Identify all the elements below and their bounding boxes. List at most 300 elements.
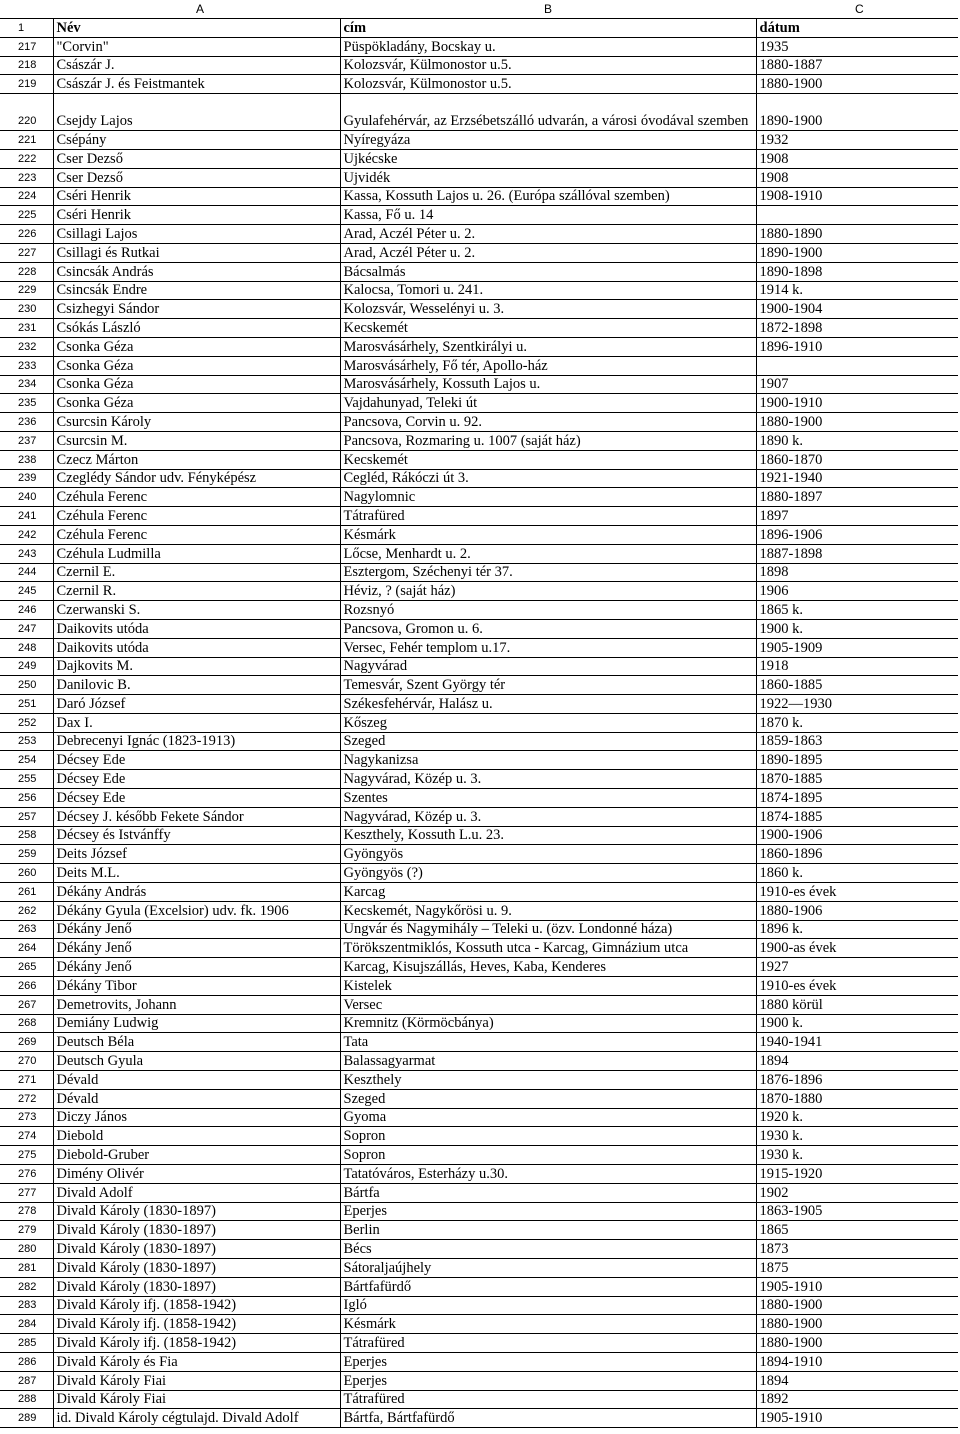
cell-name[interactable]: Deutsch Gyula	[53, 1052, 340, 1071]
cell-address[interactable]: Gyöngyös	[340, 845, 756, 864]
cell-address[interactable]: Igló	[340, 1296, 756, 1315]
cell-address[interactable]: Püspökladány, Bocskay u.	[340, 37, 756, 56]
cell-address[interactable]: Kecskemét	[340, 319, 756, 338]
row-number[interactable]: 286	[0, 1352, 53, 1371]
cell-name[interactable]: Décsey és Istvánffy	[53, 826, 340, 845]
cell-name[interactable]: Dajkovits M.	[53, 657, 340, 676]
cell-address[interactable]: Tátrafüred	[340, 507, 756, 526]
cell-date[interactable]: 1870-1880	[756, 1089, 958, 1108]
cell-address[interactable]: Pancsova, Gromon u. 6.	[340, 619, 756, 638]
row-number[interactable]: 227	[0, 243, 53, 262]
row-number[interactable]: 272	[0, 1089, 53, 1108]
cell-name[interactable]: Décsey Ede	[53, 751, 340, 770]
row-number[interactable]: 236	[0, 413, 53, 432]
cell-date[interactable]: 1874-1895	[756, 789, 958, 808]
cell-date[interactable]: 1907	[756, 375, 958, 394]
cell-address[interactable]: Eperjes	[340, 1352, 756, 1371]
cell-date[interactable]: 1860-1885	[756, 676, 958, 695]
row-number[interactable]: 262	[0, 901, 53, 920]
cell-name[interactable]: Décsey J. később Fekete Sándor	[53, 807, 340, 826]
row-number[interactable]: 244	[0, 563, 53, 582]
cell-address[interactable]: Kolozsvár, Külmonostor u.5.	[340, 56, 756, 75]
cell-address[interactable]: Marosvásárhely, Kossuth Lajos u.	[340, 375, 756, 394]
cell-name[interactable]: Divald Károly ifj. (1858-1942)	[53, 1296, 340, 1315]
cell-date[interactable]: 1900-as évek	[756, 939, 958, 958]
column-header-a[interactable]: A	[196, 2, 205, 16]
cell-date[interactable]: 1910-es évek	[756, 883, 958, 902]
cell-address[interactable]: Versec, Fehér templom u.17.	[340, 638, 756, 657]
cell-address[interactable]: Versec	[340, 995, 756, 1014]
cell-name[interactable]: Debrecenyi Ignác (1823-1913)	[53, 732, 340, 751]
row-number[interactable]: 219	[0, 75, 53, 94]
row-number[interactable]: 248	[0, 638, 53, 657]
cell-date[interactable]: 1894-1910	[756, 1352, 958, 1371]
cell-address[interactable]: Berlin	[340, 1221, 756, 1240]
cell-date[interactable]: 1897	[756, 507, 958, 526]
cell-name[interactable]: Csépány	[53, 131, 340, 150]
cell-date[interactable]: 1908-1910	[756, 187, 958, 206]
cell-address[interactable]: Balassagyarmat	[340, 1052, 756, 1071]
cell-name[interactable]: Cséri Henrik	[53, 187, 340, 206]
cell-date[interactable]: 1859-1863	[756, 732, 958, 751]
row-number[interactable]: 220	[0, 94, 53, 131]
row-number[interactable]: 222	[0, 149, 53, 168]
header-address[interactable]: cím	[340, 19, 756, 38]
cell-address[interactable]: Pancsova, Corvin u. 92.	[340, 413, 756, 432]
row-number[interactable]: 240	[0, 488, 53, 507]
cell-name[interactable]: Dékány Jenő	[53, 920, 340, 939]
cell-address[interactable]: Kolozsvár, Külmonostor u.5.	[340, 75, 756, 94]
cell-name[interactable]: Dékány Jenő	[53, 958, 340, 977]
cell-date[interactable]: 1875	[756, 1259, 958, 1278]
cell-name[interactable]: Csókás László	[53, 319, 340, 338]
cell-address[interactable]: Ujkécske	[340, 149, 756, 168]
cell-date[interactable]: 1872-1898	[756, 319, 958, 338]
row-number[interactable]: 224	[0, 187, 53, 206]
cell-name[interactable]: Csillagi Lajos	[53, 225, 340, 244]
cell-date[interactable]: 1890-1900	[756, 94, 958, 131]
cell-name[interactable]: Cser Dezső	[53, 149, 340, 168]
cell-address[interactable]: Héviz, ? (saját ház)	[340, 582, 756, 601]
cell-name[interactable]: Danilovic B.	[53, 676, 340, 695]
cell-name[interactable]: Csurcsin Károly	[53, 413, 340, 432]
cell-date[interactable]: 1908	[756, 168, 958, 187]
row-number[interactable]: 256	[0, 789, 53, 808]
cell-address[interactable]: Tata	[340, 1033, 756, 1052]
cell-name[interactable]: Diczy János	[53, 1108, 340, 1127]
cell-date[interactable]: 1880-1897	[756, 488, 958, 507]
cell-date[interactable]: 1860 k.	[756, 864, 958, 883]
cell-date[interactable]: 1894	[756, 1371, 958, 1390]
cell-name[interactable]: Czéhula Ferenc	[53, 507, 340, 526]
cell-address[interactable]: Sátoraljaújhely	[340, 1259, 756, 1278]
row-number[interactable]: 277	[0, 1183, 53, 1202]
cell-address[interactable]: Tátrafüred	[340, 1334, 756, 1353]
cell-date[interactable]: 1932	[756, 131, 958, 150]
row-number[interactable]: 242	[0, 525, 53, 544]
cell-date[interactable]: 1860-1870	[756, 450, 958, 469]
cell-date[interactable]: 1915-1920	[756, 1165, 958, 1184]
cell-date[interactable]: 1900 k.	[756, 619, 958, 638]
row-number[interactable]: 275	[0, 1146, 53, 1165]
row-number[interactable]: 243	[0, 544, 53, 563]
cell-address[interactable]: Kőszeg	[340, 713, 756, 732]
row-number[interactable]: 273	[0, 1108, 53, 1127]
cell-address[interactable]: Gyöngyös (?)	[340, 864, 756, 883]
cell-date[interactable]: 1896-1910	[756, 337, 958, 356]
row-number[interactable]: 234	[0, 375, 53, 394]
cell-name[interactable]: Divald Károly (1830-1897)	[53, 1202, 340, 1221]
cell-address[interactable]: Kremnitz (Körmöcbánya)	[340, 1014, 756, 1033]
cell-address[interactable]: Rozsnyó	[340, 601, 756, 620]
row-number[interactable]: 254	[0, 751, 53, 770]
cell-address[interactable]: Keszthely	[340, 1071, 756, 1090]
cell-address[interactable]: Marosvásárhely, Fő tér, Apollo-ház	[340, 356, 756, 375]
cell-date[interactable]: 1900 k.	[756, 1014, 958, 1033]
cell-name[interactable]: Diebold-Gruber	[53, 1146, 340, 1165]
row-number[interactable]: 285	[0, 1334, 53, 1353]
row-number[interactable]: 232	[0, 337, 53, 356]
cell-date[interactable]: 1880-1887	[756, 56, 958, 75]
row-number[interactable]: 289	[0, 1409, 53, 1428]
cell-address[interactable]: Karcag	[340, 883, 756, 902]
row-number[interactable]: 221	[0, 131, 53, 150]
cell-address[interactable]: Törökszentmiklós, Kossuth utca - Karcag, Gimnázium utca	[340, 939, 756, 958]
cell-date[interactable]	[756, 356, 958, 375]
cell-name[interactable]: Csejdy Lajos	[53, 94, 340, 131]
cell-date[interactable]: 1880 körül	[756, 995, 958, 1014]
cell-date[interactable]: 1900-1904	[756, 300, 958, 319]
cell-name[interactable]: Czecz Márton	[53, 450, 340, 469]
row-number[interactable]: 287	[0, 1371, 53, 1390]
cell-date[interactable]: 1890-1898	[756, 262, 958, 281]
row-number[interactable]: 266	[0, 977, 53, 996]
header-date[interactable]: dátum	[756, 19, 958, 38]
cell-date[interactable]: 1898	[756, 563, 958, 582]
cell-address[interactable]: Keszthely, Kossuth L.u. 23.	[340, 826, 756, 845]
row-number[interactable]: 282	[0, 1277, 53, 1296]
cell-name[interactable]: Csillagi és Rutkai	[53, 243, 340, 262]
cell-name[interactable]: Diebold	[53, 1127, 340, 1146]
cell-date[interactable]: 1873	[756, 1240, 958, 1259]
header-name[interactable]: Név	[53, 19, 340, 38]
cell-address[interactable]: Sopron	[340, 1127, 756, 1146]
cell-address[interactable]: Kolozsvár, Wesselényi u. 3.	[340, 300, 756, 319]
cell-date[interactable]: 1896 k.	[756, 920, 958, 939]
cell-date[interactable]: 1918	[756, 657, 958, 676]
cell-name[interactable]: Daró József	[53, 695, 340, 714]
cell-address[interactable]: Székesfehérvár, Halász u.	[340, 695, 756, 714]
cell-name[interactable]: Csonka Géza	[53, 375, 340, 394]
cell-name[interactable]: Deutsch Béla	[53, 1033, 340, 1052]
cell-address[interactable]: Sopron	[340, 1146, 756, 1165]
cell-name[interactable]: Czéhula Ferenc	[53, 488, 340, 507]
cell-date[interactable]: 1870-1885	[756, 770, 958, 789]
cell-address[interactable]: Gyoma	[340, 1108, 756, 1127]
cell-address[interactable]: Esztergom, Széchenyi tér 37.	[340, 563, 756, 582]
cell-date[interactable]: 1890-1900	[756, 243, 958, 262]
cell-date[interactable]: 1890-1895	[756, 751, 958, 770]
cell-address[interactable]: Nagyvárad, Közép u. 3.	[340, 770, 756, 789]
cell-date[interactable]: 1908	[756, 149, 958, 168]
cell-address[interactable]: Késmárk	[340, 1315, 756, 1334]
row-number[interactable]: 269	[0, 1033, 53, 1052]
cell-address[interactable]: Szeged	[340, 1089, 756, 1108]
cell-address[interactable]: Kalocsa, Tomori u. 241.	[340, 281, 756, 300]
cell-name[interactable]: Csonka Géza	[53, 337, 340, 356]
cell-date[interactable]: 1863-1905	[756, 1202, 958, 1221]
row-number[interactable]: 265	[0, 958, 53, 977]
row-number[interactable]: 283	[0, 1296, 53, 1315]
cell-name[interactable]: Dax I.	[53, 713, 340, 732]
cell-date[interactable]	[756, 206, 958, 225]
cell-address[interactable]: Temesvár, Szent György tér	[340, 676, 756, 695]
cell-name[interactable]: Császár J. és Feistmantek	[53, 75, 340, 94]
cell-name[interactable]: Décsey Ede	[53, 770, 340, 789]
cell-address[interactable]: Szentes	[340, 789, 756, 808]
cell-name[interactable]: Divald Károly (1830-1897)	[53, 1221, 340, 1240]
row-number[interactable]: 288	[0, 1390, 53, 1409]
cell-name[interactable]: Dékány Tibor	[53, 977, 340, 996]
cell-name[interactable]: Dévald	[53, 1071, 340, 1090]
cell-name[interactable]: "Corvin"	[53, 37, 340, 56]
row-number[interactable]: 271	[0, 1071, 53, 1090]
cell-date[interactable]: 1880-1900	[756, 75, 958, 94]
row-number[interactable]: 246	[0, 601, 53, 620]
cell-name[interactable]: Csincsák András	[53, 262, 340, 281]
cell-address[interactable]: Marosvásárhely, Szentkirályi u.	[340, 337, 756, 356]
cell-date[interactable]: 1914 k.	[756, 281, 958, 300]
cell-date[interactable]: 1900-1906	[756, 826, 958, 845]
cell-name[interactable]: id. Divald Károly cégtulajd. Divald Adolf	[53, 1409, 340, 1428]
cell-name[interactable]: Czernil E.	[53, 563, 340, 582]
row-number[interactable]: 249	[0, 657, 53, 676]
row-number[interactable]: 280	[0, 1240, 53, 1259]
row-number[interactable]: 225	[0, 206, 53, 225]
cell-date[interactable]: 1896-1906	[756, 525, 958, 544]
cell-date[interactable]: 1906	[756, 582, 958, 601]
cell-name[interactable]: Csincsák Endre	[53, 281, 340, 300]
cell-name[interactable]: Divald Károly és Fia	[53, 1352, 340, 1371]
cell-address[interactable]: Késmárk	[340, 525, 756, 544]
row-number[interactable]: 253	[0, 732, 53, 751]
cell-name[interactable]: Divald Adolf	[53, 1183, 340, 1202]
row-number[interactable]: 263	[0, 920, 53, 939]
row-number[interactable]: 284	[0, 1315, 53, 1334]
cell-name[interactable]: Divald Károly ifj. (1858-1942)	[53, 1334, 340, 1353]
cell-date[interactable]: 1880-1900	[756, 1334, 958, 1353]
cell-address[interactable]: Kecskemét	[340, 450, 756, 469]
cell-address[interactable]: Bártfa	[340, 1183, 756, 1202]
cell-date[interactable]: 1860-1896	[756, 845, 958, 864]
cell-address[interactable]: Nagyvárad, Közép u. 3.	[340, 807, 756, 826]
cell-date[interactable]: 1921-1940	[756, 469, 958, 488]
cell-date[interactable]: 1880-1900	[756, 413, 958, 432]
row-number[interactable]: 217	[0, 37, 53, 56]
cell-address[interactable]: Gyulafehérvár, az Erzsébetszálló udvarán, a városi óvodával szemben	[340, 94, 756, 131]
row-number[interactable]: 250	[0, 676, 53, 695]
cell-address[interactable]: Ungvár és Nagymihály – Teleki u. (özv. Londonné háza)	[340, 920, 756, 939]
row-number[interactable]: 281	[0, 1259, 53, 1278]
cell-name[interactable]: Cser Dezső	[53, 168, 340, 187]
cell-name[interactable]: Deits M.L.	[53, 864, 340, 883]
cell-date[interactable]: 1922—1930	[756, 695, 958, 714]
row-number[interactable]: 276	[0, 1165, 53, 1184]
cell-name[interactable]: Cséri Henrik	[53, 206, 340, 225]
cell-address[interactable]: Kassa, Fő u. 14	[340, 206, 756, 225]
row-number[interactable]: 270	[0, 1052, 53, 1071]
cell-date[interactable]: 1905-1909	[756, 638, 958, 657]
cell-name[interactable]: Dévald	[53, 1089, 340, 1108]
cell-date[interactable]: 1902	[756, 1183, 958, 1202]
cell-name[interactable]: Czernil R.	[53, 582, 340, 601]
cell-name[interactable]: Czéhula Ferenc	[53, 525, 340, 544]
row-number[interactable]: 230	[0, 300, 53, 319]
cell-name[interactable]: Czeglédy Sándor udv. Fényképész	[53, 469, 340, 488]
cell-address[interactable]: Nagylomnic	[340, 488, 756, 507]
cell-name[interactable]: Décsey Ede	[53, 789, 340, 808]
cell-name[interactable]: Csurcsin M.	[53, 431, 340, 450]
cell-name[interactable]: Divald Károly Fiai	[53, 1390, 340, 1409]
cell-address[interactable]: Vajdahunyad, Teleki út	[340, 394, 756, 413]
cell-date[interactable]: 1876-1896	[756, 1071, 958, 1090]
cell-address[interactable]: Lőcse, Menhardt u. 2.	[340, 544, 756, 563]
cell-address[interactable]: Ujvidék	[340, 168, 756, 187]
row-number[interactable]: 252	[0, 713, 53, 732]
cell-date[interactable]: 1870 k.	[756, 713, 958, 732]
cell-date[interactable]: 1880-1900	[756, 1315, 958, 1334]
cell-address[interactable]: Cegléd, Rákóczi út 3.	[340, 469, 756, 488]
cell-address[interactable]: Eperjes	[340, 1202, 756, 1221]
cell-name[interactable]: Demiány Ludwig	[53, 1014, 340, 1033]
column-header-c[interactable]: C	[855, 2, 864, 16]
row-number[interactable]: 238	[0, 450, 53, 469]
cell-address[interactable]: Arad, Aczél Péter u. 2.	[340, 225, 756, 244]
cell-address[interactable]: Nyíregyáza	[340, 131, 756, 150]
row-number[interactable]: 241	[0, 507, 53, 526]
row-number[interactable]: 259	[0, 845, 53, 864]
cell-name[interactable]: Daikovits utóda	[53, 619, 340, 638]
row-number[interactable]: 251	[0, 695, 53, 714]
cell-name[interactable]: Deits József	[53, 845, 340, 864]
cell-date[interactable]: 1890 k.	[756, 431, 958, 450]
cell-date[interactable]: 1930 k.	[756, 1127, 958, 1146]
row-number[interactable]: 267	[0, 995, 53, 1014]
cell-date[interactable]: 1880-1906	[756, 901, 958, 920]
row-number[interactable]: 228	[0, 262, 53, 281]
cell-date[interactable]: 1892	[756, 1390, 958, 1409]
cell-date[interactable]: 1940-1941	[756, 1033, 958, 1052]
row-number[interactable]: 235	[0, 394, 53, 413]
cell-address[interactable]: Kistelek	[340, 977, 756, 996]
cell-address[interactable]: Tátrafüred	[340, 1390, 756, 1409]
row-number[interactable]: 239	[0, 469, 53, 488]
cell-date[interactable]: 1874-1885	[756, 807, 958, 826]
cell-name[interactable]: Demetrovits, Johann	[53, 995, 340, 1014]
cell-date[interactable]: 1894	[756, 1052, 958, 1071]
cell-address[interactable]: Nagykanizsa	[340, 751, 756, 770]
cell-name[interactable]: Csonka Géza	[53, 394, 340, 413]
cell-date[interactable]: 1880-1900	[756, 1296, 958, 1315]
cell-address[interactable]: Tatatóváros, Esterházy u.30.	[340, 1165, 756, 1184]
cell-name[interactable]: Divald Károly (1830-1897)	[53, 1277, 340, 1296]
row-number[interactable]: 226	[0, 225, 53, 244]
cell-date[interactable]: 1905-1910	[756, 1277, 958, 1296]
cell-date[interactable]: 1927	[756, 958, 958, 977]
row-number[interactable]: 255	[0, 770, 53, 789]
row-number[interactable]: 257	[0, 807, 53, 826]
cell-name[interactable]: Császár J.	[53, 56, 340, 75]
row-number[interactable]: 229	[0, 281, 53, 300]
cell-address[interactable]: Bácsalmás	[340, 262, 756, 281]
cell-name[interactable]: Dékány Gyula (Excelsior) udv. fk. 1906	[53, 901, 340, 920]
cell-name[interactable]: Dékány Jenő	[53, 939, 340, 958]
cell-date[interactable]: 1865	[756, 1221, 958, 1240]
row-number[interactable]: 261	[0, 883, 53, 902]
cell-date[interactable]: 1865 k.	[756, 601, 958, 620]
cell-address[interactable]: Bártfafürdő	[340, 1277, 756, 1296]
cell-name[interactable]: Divald Károly ifj. (1858-1942)	[53, 1315, 340, 1334]
row-number[interactable]: 279	[0, 1221, 53, 1240]
row-number[interactable]: 274	[0, 1127, 53, 1146]
cell-name[interactable]: Divald Károly (1830-1897)	[53, 1240, 340, 1259]
cell-address[interactable]: Nagyvárad	[340, 657, 756, 676]
row-number[interactable]: 233	[0, 356, 53, 375]
cell-date[interactable]: 1880-1890	[756, 225, 958, 244]
row-number[interactable]: 278	[0, 1202, 53, 1221]
cell-address[interactable]: Arad, Aczél Péter u. 2.	[340, 243, 756, 262]
row-number[interactable]: 260	[0, 864, 53, 883]
cell-name[interactable]: Divald Károly Fiai	[53, 1371, 340, 1390]
row-number[interactable]: 245	[0, 582, 53, 601]
cell-address[interactable]: Pancsova, Rozmaring u. 1007 (saját ház)	[340, 431, 756, 450]
cell-address[interactable]: Bécs	[340, 1240, 756, 1259]
row-number[interactable]: 1	[0, 19, 53, 38]
row-number[interactable]: 237	[0, 431, 53, 450]
cell-address[interactable]: Kassa, Kossuth Lajos u. 26. (Európa szállóval szemben)	[340, 187, 756, 206]
table-row	[0, 94, 958, 131]
cell-name[interactable]: Csizhegyi Sándor	[53, 300, 340, 319]
cell-date[interactable]: 1887-1898	[756, 544, 958, 563]
cell-date[interactable]: 1930 k.	[756, 1146, 958, 1165]
cell-date[interactable]: 1920 k.	[756, 1108, 958, 1127]
cell-name[interactable]: Dimény Olivér	[53, 1165, 340, 1184]
cell-name[interactable]: Czéhula Ludmilla	[53, 544, 340, 563]
cell-name[interactable]: Czerwanski S.	[53, 601, 340, 620]
cell-address[interactable]: Bártfa, Bártfafürdő	[340, 1409, 756, 1428]
row-number[interactable]: 247	[0, 619, 53, 638]
row-number[interactable]: 231	[0, 319, 53, 338]
cell-address[interactable]: Kecskemét, Nagykőrösi u. 9.	[340, 901, 756, 920]
cell-address[interactable]: Eperjes	[340, 1371, 756, 1390]
row-number[interactable]: 223	[0, 168, 53, 187]
cell-name[interactable]: Csonka Géza	[53, 356, 340, 375]
row-number[interactable]: 258	[0, 826, 53, 845]
row-number[interactable]: 268	[0, 1014, 53, 1033]
cell-address[interactable]: Szeged	[340, 732, 756, 751]
cell-name[interactable]: Divald Károly (1830-1897)	[53, 1259, 340, 1278]
cell-name[interactable]: Daikovits utóda	[53, 638, 340, 657]
cell-name[interactable]: Dékány András	[53, 883, 340, 902]
cell-date[interactable]: 1905-1910	[756, 1409, 958, 1428]
row-number[interactable]: 218	[0, 56, 53, 75]
cell-date[interactable]: 1910-es évek	[756, 977, 958, 996]
cell-date[interactable]: 1900-1910	[756, 394, 958, 413]
cell-date[interactable]: 1935	[756, 37, 958, 56]
column-header-b[interactable]: B	[544, 2, 553, 16]
row-number[interactable]: 264	[0, 939, 53, 958]
cell-address[interactable]: Karcag, Kisujszállás, Heves, Kaba, Kenderes	[340, 958, 756, 977]
